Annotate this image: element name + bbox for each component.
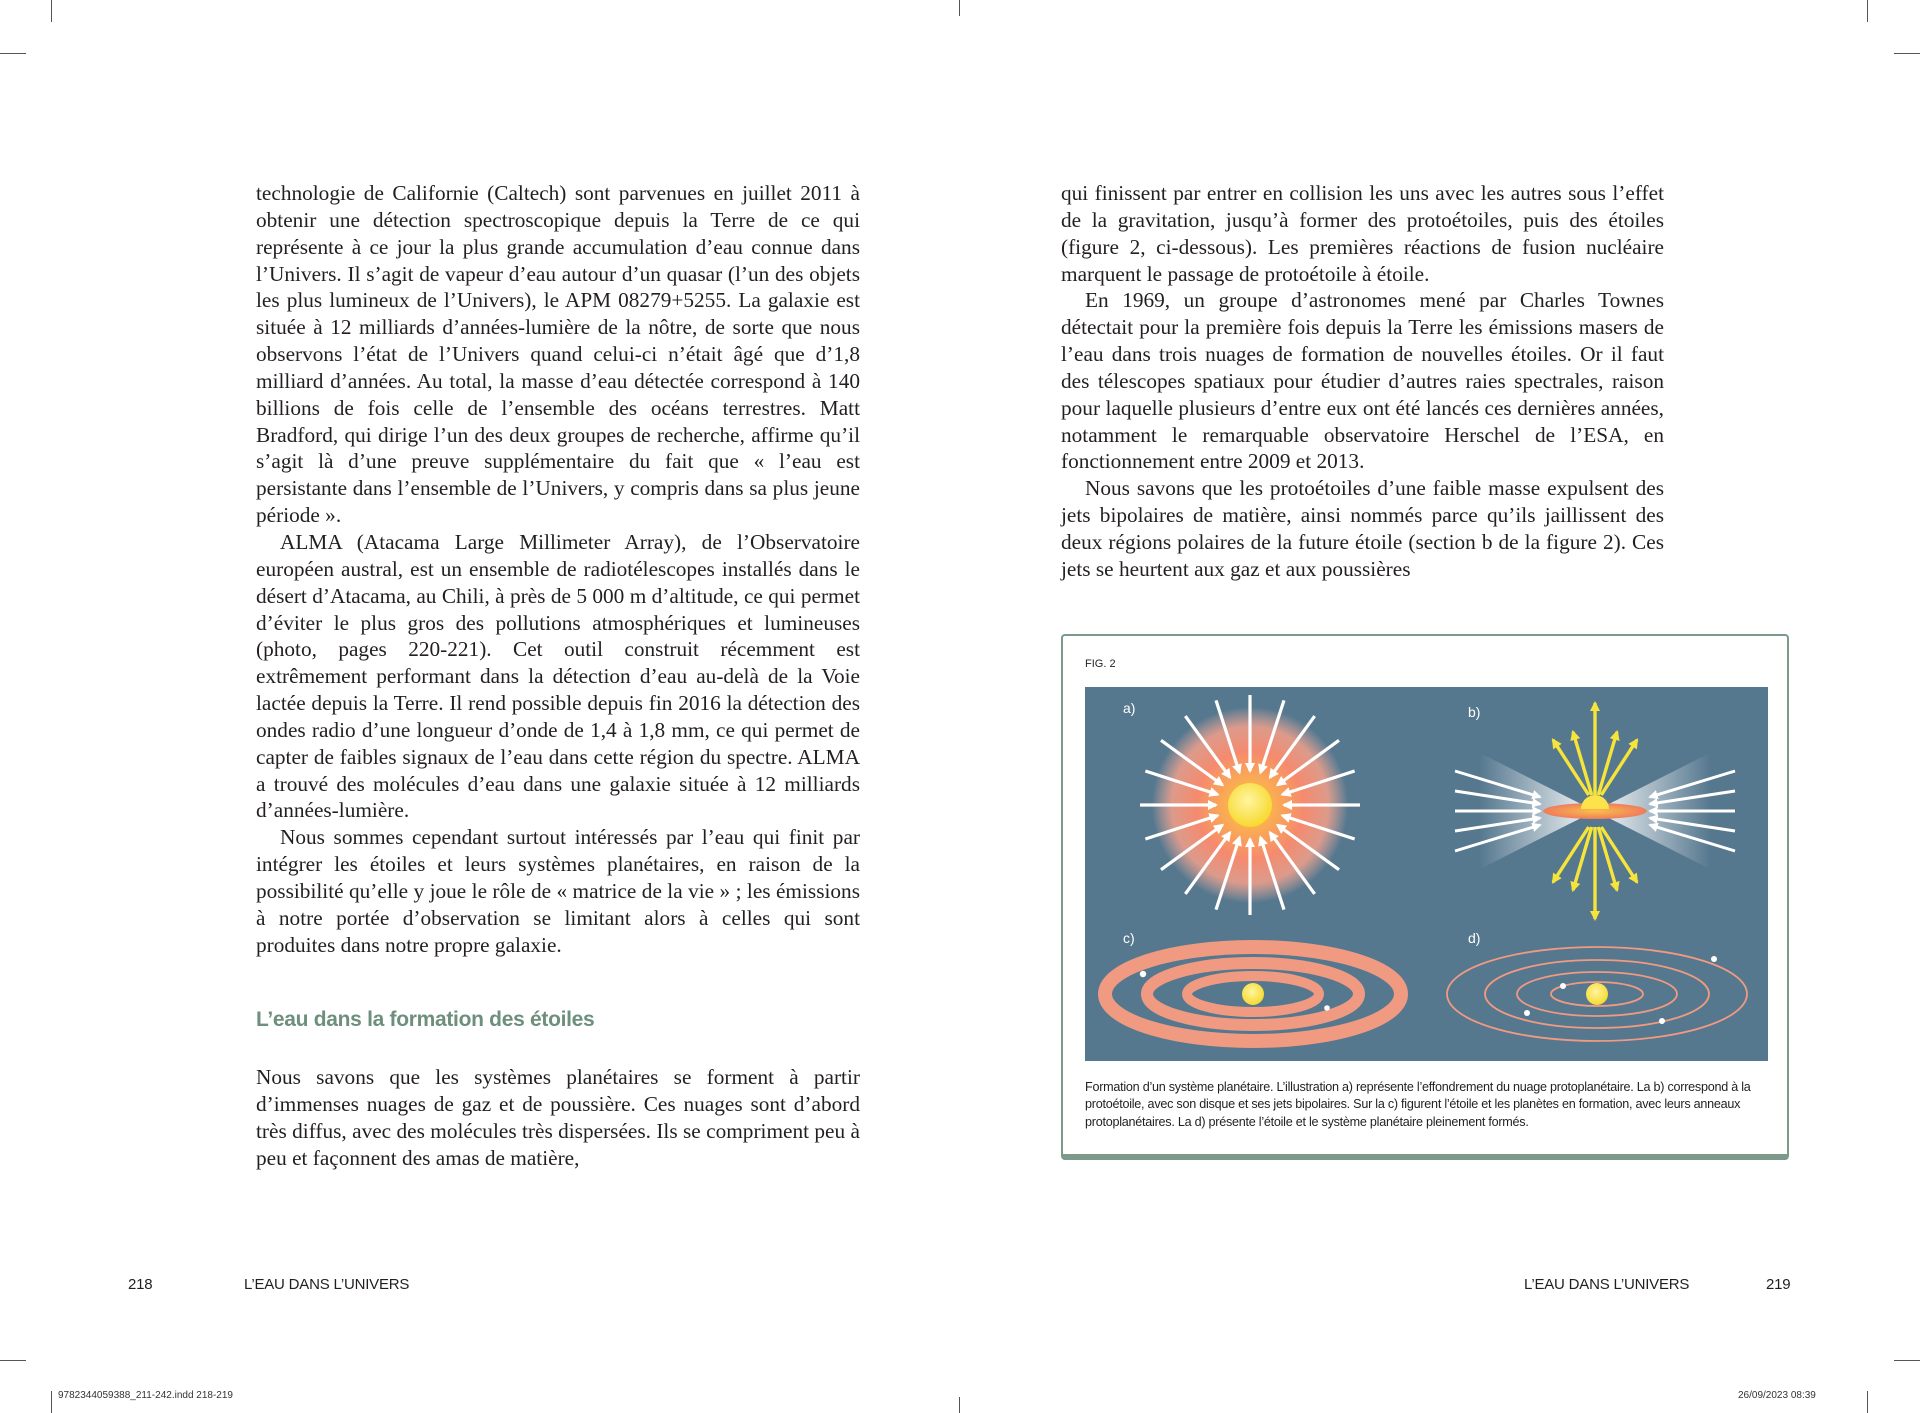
- crop-mark: [0, 1360, 26, 1361]
- panel-label-c: c): [1123, 930, 1135, 946]
- body-paragraph: En 1969, un groupe d’astronomes mené par Charles Townes détectait pour la première fois depuis la Terre les émissions masers de l’eau dans trois nuages de formation de nouvelles étoiles. Or il faut des télescopes spatiaux pour étudier d’autres raies spectrales, raison pour laquelle plusieurs d’entre eux ont été lancés ces dernières années, notamment le remarquable observatoire Herschel de l’ESA, en fonctionnement entre 2009 et 2013.: [1061, 288, 1664, 474]
- panel-c-forming-planets: [1105, 947, 1401, 1041]
- body-paragraph: ALMA (Atacama Large Millimeter Array), de l’Observatoire européen austral, est un ensemble de radiotélescopes installés dans le désert d’Atacama, au Chili, à près de 5 000 m d’altitude, ce qui permet d’éviter le plus gros des pollutions atmosphériques et lumineuses (photo, pages 220-221). Cet outil construit récemment est extrêmement performant dans la détection d’eau au-delà de la Voie lactée depuis la Terre. Il rend possible depuis fin 2016 la détection des ondes radio d’une longueur d’onde de 1,4 à 1,8 mm, ce qui permet de capter de faibles signaux de l’eau dans cette région du spectre. ALMA a trouvé des molécules d’eau dans une galaxie située à 12 milliards d’années-lumière.: [256, 529, 860, 823]
- forming-planet: [1324, 1005, 1330, 1011]
- body-paragraph: qui finissent par entrer en collision les uns avec les autres sous l’effet de la gravitation, jusqu’à former des protoétoiles, puis des étoiles (figure 2, ci-dessous). Les premières réactions de fusion nucléaire marquent le passage de protoétoile à étoile.: [1061, 181, 1664, 286]
- star: [1586, 983, 1608, 1005]
- protostar-core: [1228, 783, 1272, 827]
- body-paragraph: Nous savons que les systèmes planétaires se forment à partir d’immenses nuages de gaz et de poussière. Ces nuages sont d’abord très diffus, avec des molécules très dispersées. Ils se compriment peu à peu et façonnent des amas de matière,: [256, 1065, 860, 1170]
- figure-label: FIG. 2: [1085, 658, 1116, 670]
- figure-box: [1061, 634, 1789, 1160]
- section-heading: L’eau dans la formation des étoiles: [256, 1008, 595, 1031]
- crop-mark: [1894, 1360, 1920, 1361]
- running-head-left: L’EAU DANS L’UNIVERS: [244, 1276, 410, 1293]
- crop-mark: [1867, 1391, 1868, 1413]
- body-paragraph: Nous sommes cependant surtout intéressés par l’eau qui finit par intégrer les étoiles et leurs systèmes planétaires, en raison de la possibilité qu’elle y joue le rôle de « matrice de la vie » ; les émissions à notre portée d’observation se limitant alors à celles qui sont produites dans notre propre galaxie.: [256, 825, 860, 957]
- crop-mark: [0, 53, 26, 54]
- panel-label-a: a): [1123, 700, 1136, 716]
- crop-mark: [51, 1391, 52, 1413]
- planet: [1524, 1010, 1530, 1016]
- page-number-left: 218: [128, 1276, 153, 1293]
- crop-mark: [959, 0, 960, 16]
- page-number-right: 219: [1766, 1276, 1791, 1293]
- star: [1242, 983, 1264, 1005]
- planet: [1711, 956, 1717, 962]
- planet: [1560, 983, 1566, 989]
- crop-mark: [1867, 0, 1868, 22]
- figure-caption: Formation d’un système planétaire. L’illustration a) représente l’effondrement du nuage protoplanétaire. La b) correspond à la protoétoile, avec son disque et ses jets bipolaires. Sur la c) figurent l’étoile et les planètes en formation, avec leurs anneaux protoplanétaires. La d) présente l’étoile et le système planétaire pleinement formés.: [1085, 1080, 1751, 1129]
- panel-label-b: b): [1468, 704, 1481, 720]
- forming-planet: [1140, 971, 1146, 977]
- crop-mark: [51, 0, 52, 22]
- slug-datetime: 26/09/2023 08:39: [1738, 1390, 1816, 1401]
- right-page-body: [1061, 180, 1664, 583]
- slug-file: 9782344059388_211-242.indd 218-219: [58, 1390, 233, 1401]
- body-paragraph: technologie de Californie (Caltech) sont parvenues en juillet 2011 à obtenir une détection spectroscopique depuis la Terre de ce qui représente à ce jour la plus grande accumulation d’eau connue dans l’Univers. Il s’agit de vapeur d’eau autour d’un quasar (l’un des objets les plus lumineux de l’Univers), le APM 08279+5255. La galaxie est située à 12 milliards d’années-lumière de la nôtre, de sorte que nous observons l’état de l’Univers quand celui-ci n’était âgé que d’1,8 milliard d’années. Au total, la masse d’eau détectée correspond à 140 billions de fois celle de l’ensemble des océans terrestres. Matt Bradford, qui dirige l’un des deux groupes de recherche, affirme qu’il s’agit là d’une preuve supplémentaire du fait que « l’eau est persistante dans l’ensemble de l’Univers, y compris dans sa plus jeune période ».: [256, 181, 860, 528]
- left-page-body: [256, 180, 860, 958]
- crop-mark: [959, 1397, 960, 1413]
- running-head-right: L’EAU DANS L’UNIVERS: [1524, 1276, 1690, 1293]
- crop-mark: [1894, 53, 1920, 54]
- body-paragraph: Nous savons que les protoétoiles d’une faible masse expulsent des jets bipolaires de matière, ainsi nommés parce qu’ils jaillissent des deux régions polaires de la future étoile (section b de la figure 2). Ces jets se heurtent aux gaz et aux poussières: [1061, 476, 1664, 581]
- panel-label-d: d): [1468, 930, 1481, 946]
- planet: [1659, 1018, 1665, 1024]
- figure-illustration: [1085, 687, 1768, 1061]
- left-page-body-continued: [256, 1064, 860, 1171]
